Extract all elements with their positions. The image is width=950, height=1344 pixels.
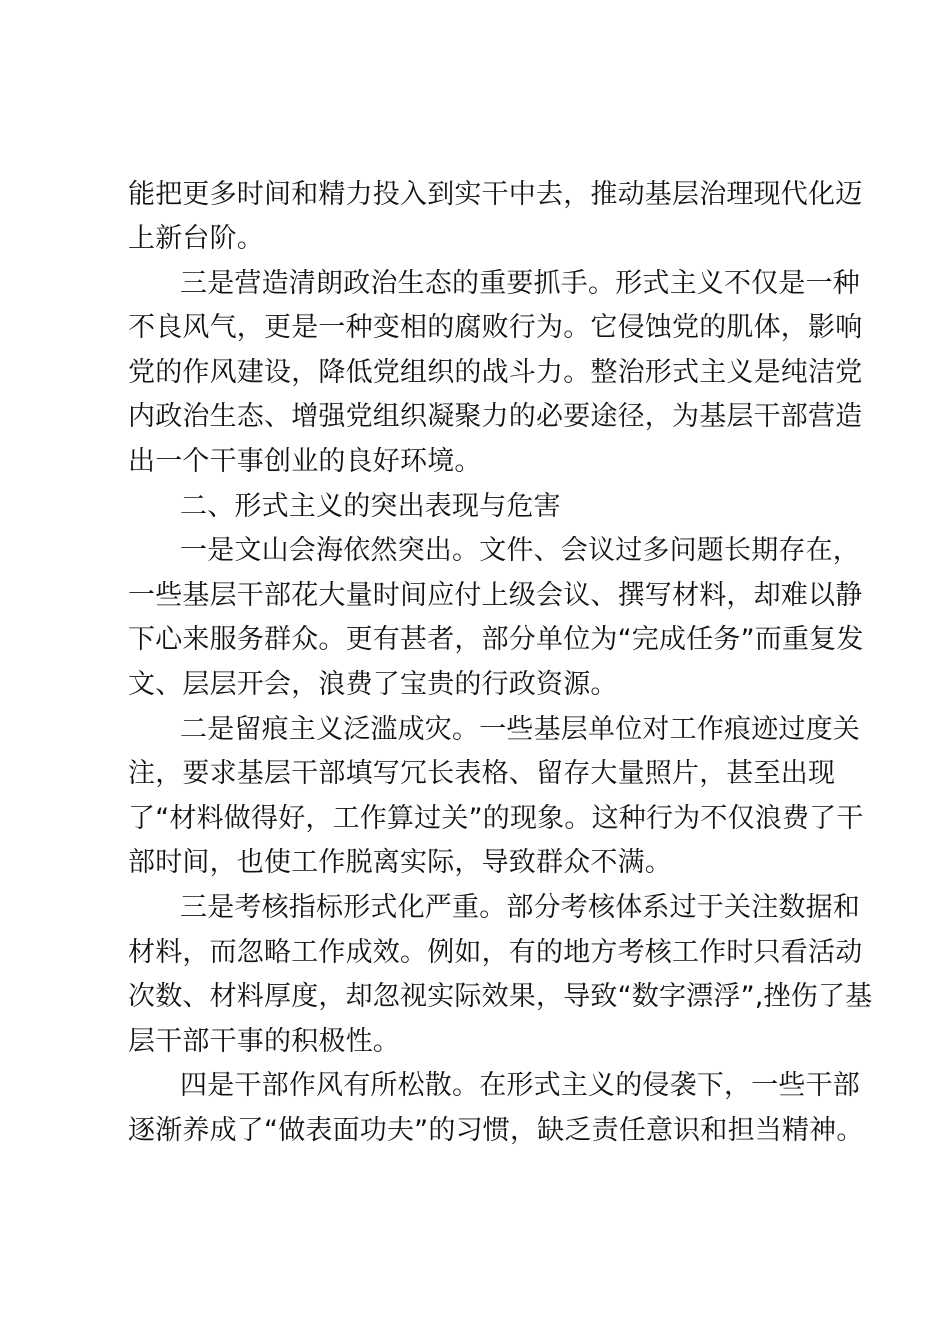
text-line: 一些基层干部花大量时间应付上级会议、撰写材料，却难以静 bbox=[128, 580, 863, 611]
text-line: 上新台阶。 bbox=[128, 223, 264, 254]
text-line: 逐渐养成了“做表面功夫”的习惯，缺乏责任意识和担当精神。 bbox=[128, 1115, 864, 1146]
text-line: 文、层层开会，浪费了宝贵的行政资源。 bbox=[128, 669, 618, 700]
text-line: 下心来服务群众。更有甚者，部分单位为“完成任务”而重复发 bbox=[128, 624, 864, 655]
text-line: 注，要求基层干部填写冗长表格、留存大量照片，甚至出现 bbox=[128, 758, 836, 789]
paragraph-start: 三是考核指标形式化严重。部分考核体系过于关注数据和 bbox=[180, 892, 860, 923]
text-line: 出一个干事创业的良好环境。 bbox=[128, 446, 482, 477]
text-line: 不良风气，更是一种变相的腐败行为。它侵蚀党的肌体，影响 bbox=[128, 312, 863, 343]
text-line: 部时间，也使工作脱离实际，导致群众不满。 bbox=[128, 847, 672, 878]
text-line: 次数、材料厚度，却忽视实际效果，导致“数字漂浮”,挫伤了基 bbox=[128, 981, 873, 1012]
paragraph-start: 三是营造清朗政治生态的重要抓手。形式主义不仅是一种 bbox=[180, 268, 860, 299]
paragraph-start: 四是干部作风有所松散。在形式主义的侵袭下，一些干部 bbox=[180, 1070, 860, 1101]
text-line: 了“材料做得好，工作算过关”的现象。这种行为不仅浪费了干 bbox=[128, 803, 864, 834]
text-line: 内政治生态、增强党组织凝聚力的必要途径，为基层干部营造 bbox=[128, 401, 863, 432]
text-line: 层干部干事的积极性。 bbox=[128, 1026, 400, 1057]
text-line: 材料，而忽略工作成效。例如，有的地方考核工作时只看活动 bbox=[128, 937, 863, 968]
paragraph-start: 一是文山会海依然突出。文件、会议过多问题长期存在， bbox=[180, 535, 860, 566]
text-line: 能把更多时间和精力投入到实干中去，推动基层治理现代化迈 bbox=[128, 179, 863, 210]
text-line: 党的作风建设，降低党组织的战斗力。整治形式主义是纯洁党 bbox=[128, 357, 863, 388]
section-heading: 二、形式主义的突出表现与危害 bbox=[180, 491, 561, 522]
paragraph-start: 二是留痕主义泛滥成灾。一些基层单位对工作痕迹过度关 bbox=[180, 714, 860, 745]
